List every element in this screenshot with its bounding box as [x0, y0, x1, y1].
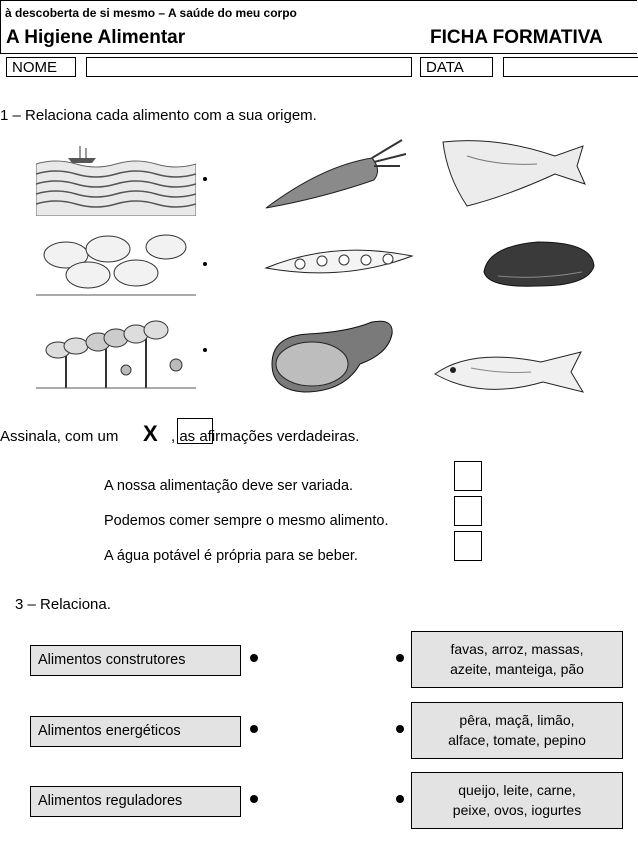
left-dot-1[interactable] [250, 654, 258, 662]
checkbox-3[interactable] [454, 531, 482, 561]
right-box-2-line-1: pêra, maçã, limão, [459, 712, 575, 728]
right-dot-1[interactable] [396, 654, 404, 662]
right-box-3-line-1: queijo, leite, carne, [458, 782, 576, 798]
right-box-2-line-2: alface, tomate, pepino [448, 732, 586, 748]
carrot-image[interactable] [262, 136, 407, 214]
x-mark: X [143, 421, 158, 446]
question-1: 1 – Relaciona cada alimento com a sua origem. [0, 107, 317, 124]
checkbox-1[interactable] [454, 461, 482, 491]
statement-2: Podemos comer sempre o mesmo alimento. [104, 513, 389, 529]
pigs-scene-image [36, 225, 196, 297]
fish-fillet-image[interactable] [437, 136, 587, 211]
question-2-prefix: Assinala, com um [0, 428, 119, 445]
question-2-suffix: , as afirmações verdadeiras. [171, 428, 360, 445]
sea-scene-image [36, 136, 196, 216]
ficha-label: FICHA FORMATIVA [430, 27, 603, 48]
page-title: A Higiene Alimentar [6, 27, 186, 48]
right-box-1 [411, 631, 623, 688]
connector-dot[interactable] [203, 348, 207, 352]
statement-3: A água potável é própria para se beber. [104, 548, 358, 564]
right-dot-3[interactable] [396, 795, 404, 803]
right-box-3-line-2: peixe, ovos, iogurtes [452, 802, 582, 818]
right-dot-2[interactable] [396, 725, 404, 733]
left-dot-3[interactable] [250, 795, 258, 803]
right-box-3 [411, 772, 623, 829]
plants-scene-image [36, 310, 196, 390]
name-label: NOME [6, 57, 76, 77]
statement-1: A nossa alimentação deve ser variada. [104, 478, 354, 494]
left-box-3: Alimentos reguladores [30, 786, 241, 817]
left-box-2: Alimentos energéticos [30, 716, 241, 747]
date-field[interactable] [503, 57, 638, 77]
right-box-1-line-2: azeite, manteiga, pão [450, 661, 584, 677]
checkbox-2[interactable] [454, 496, 482, 526]
ham-slice-image[interactable] [268, 314, 398, 394]
question-3: 3 – Relaciona. [15, 596, 111, 613]
pea-pod-image[interactable] [264, 240, 414, 280]
subtitle: à descoberta de si mesmo – A saúde do meu corpo [5, 6, 297, 20]
name-field[interactable] [86, 57, 412, 77]
fish-image[interactable] [431, 348, 591, 396]
right-box-1-line-1: favas, arroz, massas, [450, 641, 584, 657]
right-box-2 [411, 702, 623, 759]
date-label: DATA [420, 57, 493, 77]
left-box-1: Alimentos construtores [30, 645, 241, 676]
left-dot-2[interactable] [250, 725, 258, 733]
connector-dot[interactable] [203, 262, 207, 266]
connector-dot[interactable] [203, 177, 207, 181]
meat-piece-image[interactable] [478, 236, 600, 291]
